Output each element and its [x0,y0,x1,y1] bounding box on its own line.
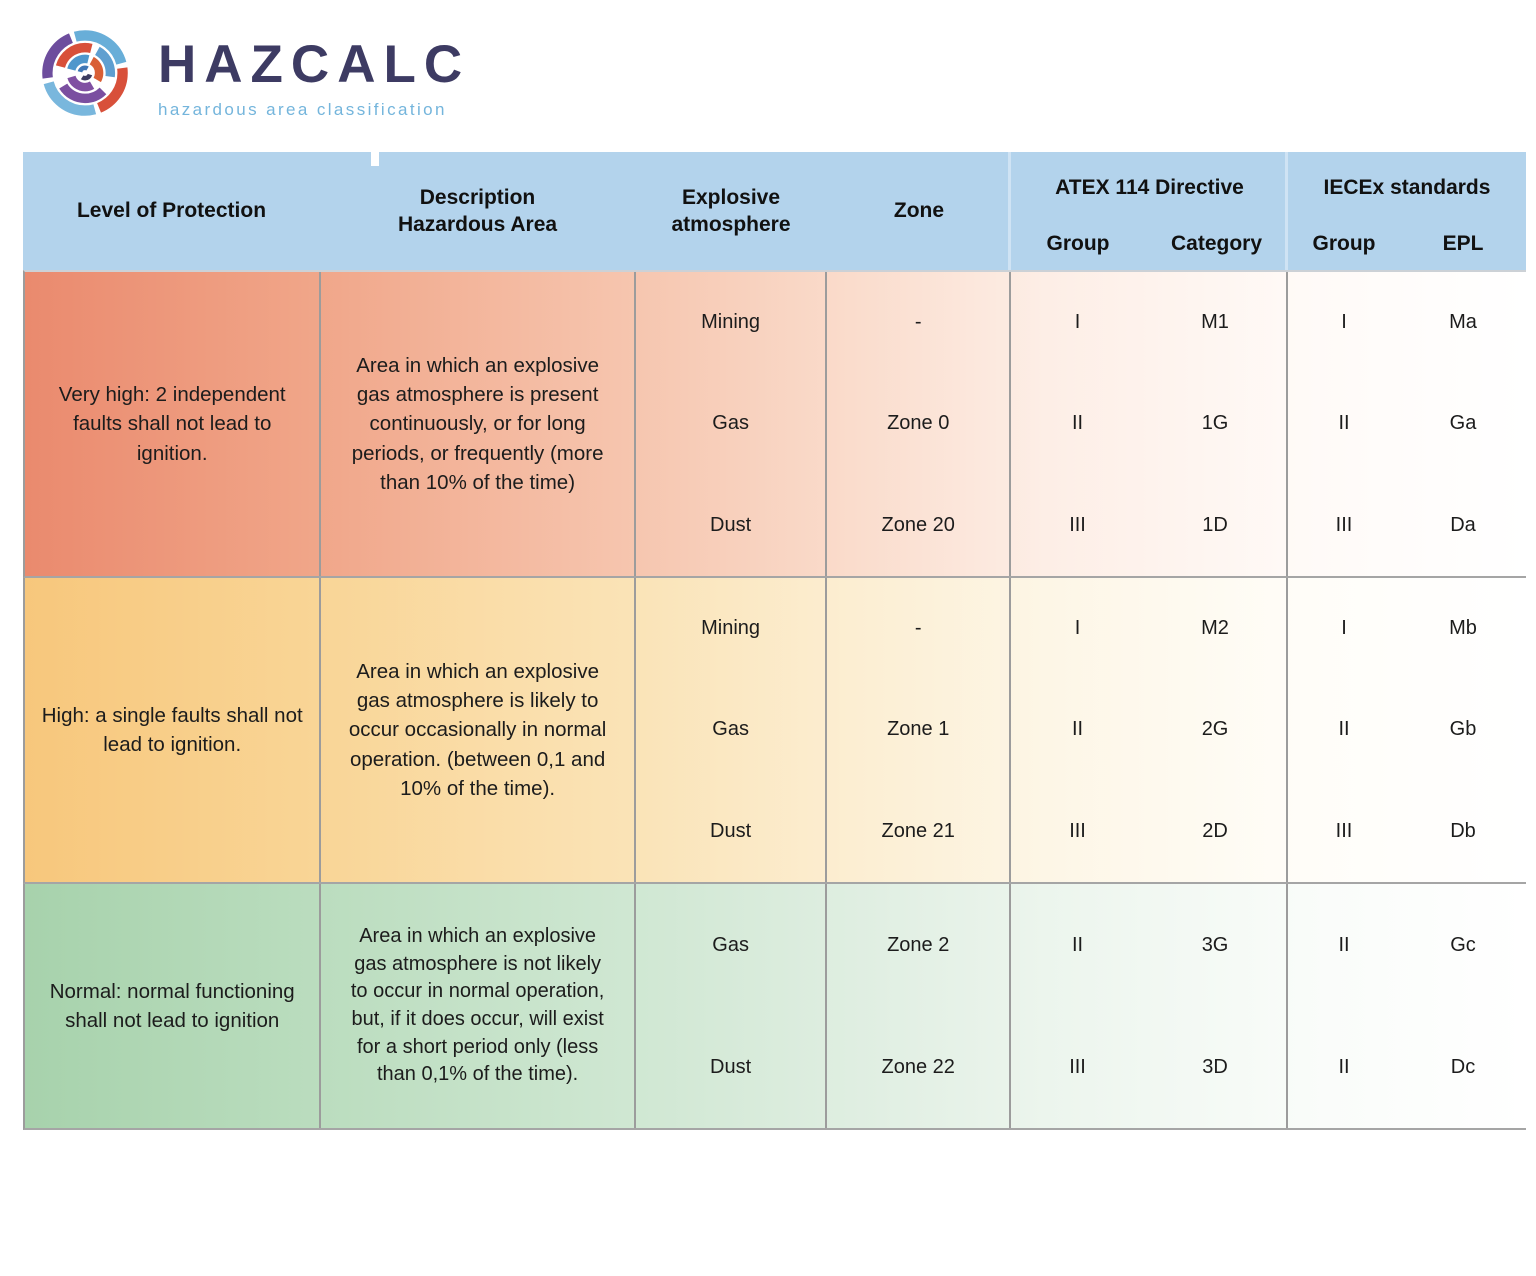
cell-atmosphere [636,272,828,576]
cell-level: High: a single faults shall not lead to ignition. [25,578,321,882]
cell-description: Area in which an explosive gas atmosphere is likely to occur occasionally in normal operation. (between 0,1 and 10% of the time). [321,578,635,882]
header-iecex-epl: EPL [1442,232,1484,255]
hazcalc-logo-icon [38,26,132,120]
cell-iecex [1288,272,1526,576]
logo-text [158,26,470,120]
zone-value: Zone 20 [881,513,955,536]
epl-value: Db [1450,819,1476,842]
header-zone [827,152,1011,270]
table-header-row [23,152,1526,270]
cell-iecex [1288,884,1526,1128]
atex-group-value: II [1071,412,1084,435]
header-level-of-protection [23,152,320,270]
logo-subtitle: hazardous area classification [158,100,447,119]
atex-group-value: III [1069,819,1086,842]
cell-zone [827,272,1011,576]
header-separator [1285,152,1288,270]
epl-value: Gb [1449,718,1477,741]
logo [38,26,470,120]
atmosphere-value: Mining [701,617,761,640]
atmosphere-value: Mining [701,311,761,334]
epl-value: Dc [1450,1055,1476,1078]
epl-value: Da [1450,513,1476,536]
atex-group-value: II [1071,718,1084,741]
atex-category-value: 3D [1202,1055,1228,1078]
iecex-group-value: II [1338,933,1350,956]
cell-atex [1011,272,1288,576]
atex-group-value: I [1074,617,1081,640]
iecex-group-value: III [1335,513,1353,536]
atmosphere-value: Dust [710,1055,752,1078]
atmosphere-value: Gas [712,718,749,741]
logo-title: HAZCALC [158,35,471,94]
cell-level: Normal: normal functioning shall not lead to ignition [25,884,321,1128]
cell-atmosphere [636,884,828,1128]
zone-value: Zone 0 [887,412,950,435]
table-row-high [23,578,1526,884]
iecex-group-value: III [1335,819,1353,842]
zone-value: Zone 22 [881,1055,955,1078]
epl-value: Mb [1449,617,1477,640]
iecex-group-value: I [1341,311,1347,334]
cell-description: Area in which an explosive gas atmosphere is present continuously, or for long periods, or frequently (more than 10% of the time) [321,272,635,576]
header-notch [371,152,379,166]
header-description-label: Description Hazardous Area [397,185,558,236]
epl-value: Gc [1450,933,1476,956]
zone-value: Zone 21 [881,819,955,842]
atex-category-value: 3G [1201,933,1229,956]
cell-atex [1011,578,1288,882]
atex-category-value: M2 [1201,617,1229,640]
atex-category-value: 1G [1201,412,1229,435]
header-iecex-subheaders [1288,232,1526,256]
iecex-group-value: II [1338,1055,1350,1078]
zone-value: - [914,311,922,334]
atex-category-value: 2D [1202,819,1228,842]
header-atex-subheaders [1011,232,1288,256]
atmosphere-value: Dust [710,819,752,842]
atex-category-value: M1 [1201,311,1229,334]
iecex-group-value: II [1338,718,1350,741]
header-explosive-label: Explosive atmosphere [671,185,791,236]
header-iecex-title: IECEx standards [1323,176,1491,199]
table-row-normal [23,884,1526,1130]
zone-value: - [914,617,922,640]
atex-category-value: 1D [1202,513,1228,536]
atex-group-value: II [1071,933,1084,956]
classification-table [23,152,1526,1130]
cell-zone [827,884,1011,1128]
table-row-very-high [23,270,1526,578]
atmosphere-value: Gas [712,933,749,956]
header-iecex-group: Group [1312,232,1376,255]
cell-atex [1011,884,1288,1128]
cell-atmosphere [636,578,828,882]
atmosphere-value: Dust [710,513,752,536]
zone-value: Zone 1 [887,718,950,741]
atex-group-value: I [1074,311,1081,334]
atex-group-value: III [1069,1055,1086,1078]
iecex-group-value: II [1338,412,1350,435]
cell-zone [827,578,1011,882]
header-iecex-standards [1288,152,1526,270]
header-atex-title: ATEX 114 Directive [1055,176,1244,199]
epl-value: Ga [1449,412,1477,435]
epl-value: Ma [1449,311,1477,334]
zone-value: Zone 2 [887,933,950,956]
header-explosive-atmosphere [635,152,827,270]
cell-description: Area in which an explosive gas atmosphere is not likely to occur in normal operation, but, if it does occur, will exist for a short period only (less than 0,1% of the time). [321,884,635,1128]
header-atex-category: Category [1170,232,1263,255]
header-level-label: Level of Protection [76,199,267,223]
atex-group-value: III [1069,513,1086,536]
header-atex-group: Group [1046,232,1110,255]
header-separator [1008,152,1011,270]
cell-iecex [1288,578,1526,882]
iecex-group-value: I [1341,617,1347,640]
header-description [320,152,635,270]
atex-category-value: 2G [1201,718,1229,741]
header-atex-114-directive [1011,152,1288,270]
cell-level: Very high: 2 independent faults shall not lead to ignition. [25,272,321,576]
header-zone-label: Zone [893,199,945,223]
atmosphere-value: Gas [712,412,749,435]
